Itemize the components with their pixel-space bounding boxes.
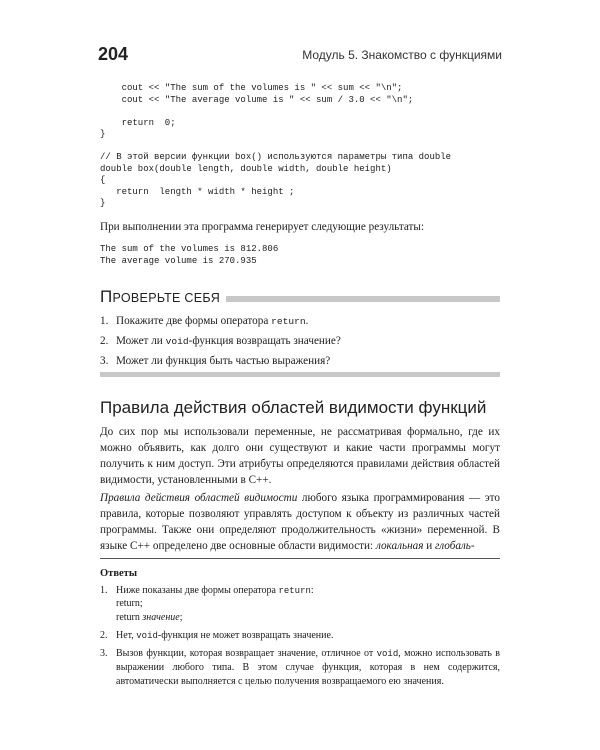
output-block: The sum of the volumes is 812.806 The average volume is 270.935 — [100, 244, 279, 266]
answers-title: Ответы — [100, 568, 138, 579]
question-3: 3. Может ли функция быть частью выражения? — [100, 355, 331, 367]
answer-2: 2. Нет, void-функция не может возвращать значение. — [100, 630, 334, 641]
section-title: Правила действия областей видимости функций — [100, 398, 487, 417]
check-bottom-bar — [100, 372, 500, 377]
code-block: cout << "The sum of the volumes is " << sum << "\n"; cout << "The average volume is " << sum / 3.0 << "\n"; return 0; } // В этой версии функции box() используются параметры типа double double box(double length, double width, double height) { return length * width * height ; } — [100, 83, 452, 208]
page-number: 204 — [98, 44, 129, 64]
section-paragraph-1: До сих пор мы использовали переменные, не рассматривая формально, где их можно объявить, как долго они существуют и какие части программы могут получить к ним доступ. Эти атрибуты определяются правилами действия областей видимости, установленными в C++. — [100, 426, 500, 486]
running-header-title: Модуль 5. Знакомство с функциями — [302, 48, 502, 62]
output-intro: При выполнении эта программа генерирует следующие результаты: — [100, 221, 425, 233]
check-yourself-title: ПРОВЕРЬТЕ СЕБЯ — [100, 287, 226, 307]
answers-divider — [100, 558, 500, 559]
check-yourself-heading — [100, 287, 500, 307]
answer-3: 3. Вызов функции, которая возвращает значение, отличное от void, можно использовать в выражении любого типа. В этом случае функция, которая в нем содержится, автоматически выполняется с целью получения возвращаемого ею значения. — [100, 648, 500, 687]
answer-1: 1. Ниже показаны две формы оператора return: — [100, 585, 314, 596]
question-1: 1. Покажите две формы оператора return. — [100, 315, 309, 327]
answer-1-form-1: return; — [116, 598, 143, 609]
section-paragraph-2: Правила действия областей видимости любого языка программирования — это правила, которые позволяют управлять доступом к объекту из различных частей программы. Также они определяют продолжительность «жизни» переменной. В языке C++ определено две основные области видимости: локальная и глобаль- — [100, 492, 500, 552]
question-2: 2. Может ли void-функция возвращать значение? — [100, 335, 341, 347]
answer-1-form-2: return значение; — [116, 612, 183, 623]
